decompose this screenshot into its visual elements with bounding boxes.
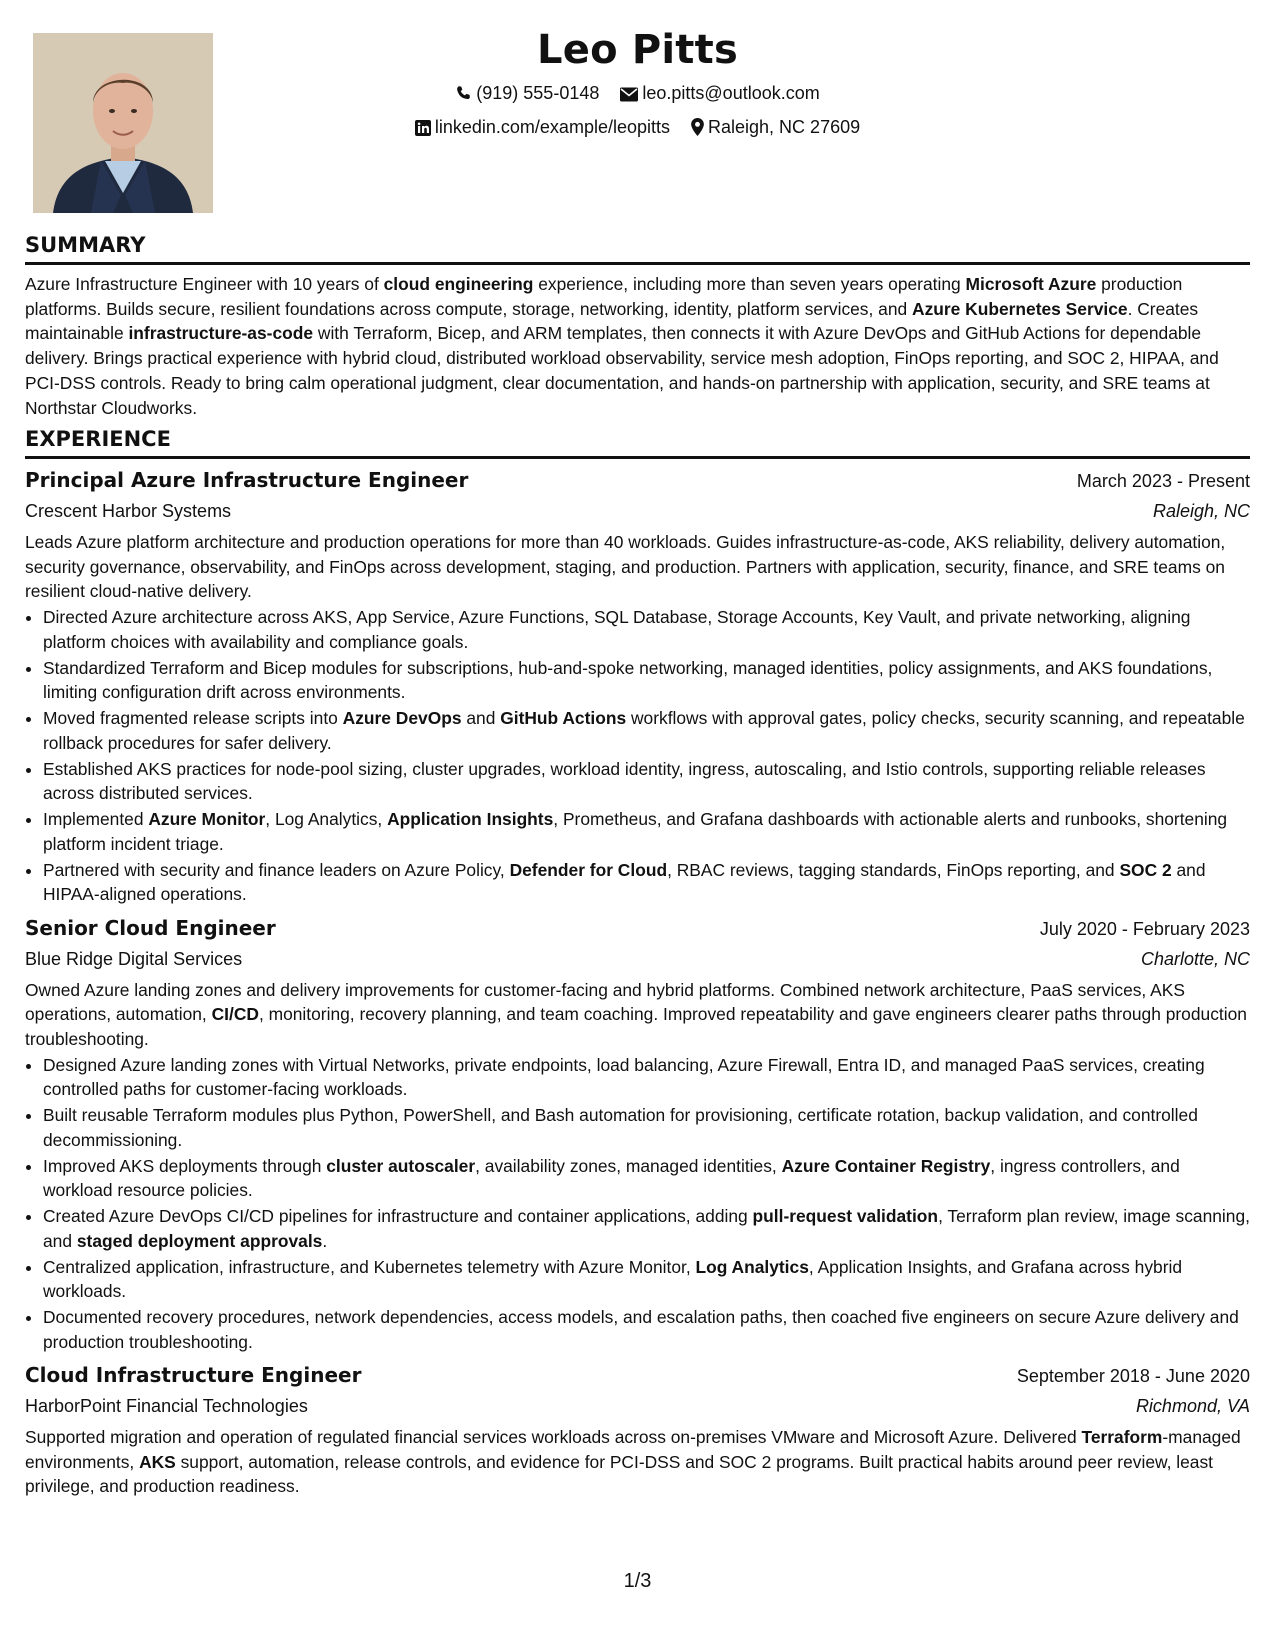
candidate-name: Leo Pitts [537, 27, 738, 73]
company-name: Blue Ridge Digital Services [25, 948, 243, 969]
linkedin-icon [415, 115, 431, 146]
summary-text: Azure Infrastructure Engineer with 10 years of cloud engineering experience, including more than seven years operating Microsoft Azure production platforms. Builds secure, resilient foundations across compute, storage, networking, identity, platform services, and Azure Kubernetes Service. Creates maintainable infrastructure-as-code with Terraform, Bicep, and ARM templates, then connects it with Azure DevOps and GitHub Actions for dependable delivery. Brings practical experience with hybrid cloud, distributed workload observability, service mesh adoption, FinOps reporting, and SOC 2, HIPAA, and PCI-DSS controls. Ready to bring calm operational judgment, clear documentation, and hands-on partnership with application, security, and SRE teams at Northstar Cloudworks. [25, 274, 1219, 418]
email-contact[interactable] [620, 78, 819, 112]
job-bullets [25, 605, 1250, 907]
contact-row-2 [0, 112, 1275, 146]
bullet-item: • Improved AKS deployments through cluster autoscaler, availability zones, managed identities, Azure Container Registry, ingress controllers, and workload resource policies. [43, 1154, 1250, 1203]
linkedin-contact[interactable] [415, 112, 670, 146]
location-text: Raleigh, NC 27609 [708, 117, 861, 137]
job-description: Supported migration and operation of regulated financial services workloads across on-premises VMware and Microsoft Azure. Delivered Terraform-managed environments, AKS support, automation, release controls, and evidence for PCI-DSS and SOC 2 programs. Built practical habits around peer review, least privilege, and production readiness. [25, 1427, 1241, 1496]
bullet-item: • Partnered with security and finance leaders on Azure Policy, Defender for Cloud, RBAC reviews, tagging standards, FinOps reporting, and SOC 2 and HIPAA-aligned operations. [43, 858, 1250, 907]
job-entry [25, 913, 1250, 1355]
email-text: leo.pitts@outlook.com [642, 83, 820, 103]
bullet-item: • Moved fragmented release scripts into Azure DevOps and GitHub Actions workflows with approval gates, policy checks, security scanning, and repeatable rollback procedures for safer delivery. [43, 706, 1250, 755]
experience-heading: EXPERIENCE [25, 426, 1250, 459]
phone-text: (919) 555-0148 [476, 83, 600, 103]
job-description: Leads Azure platform architecture and production operations for more than 40 workloads. Guides infrastructure-as-code, AKS reliability, delivery automation, security governance, observability, and FinOps across development, staging, and production. Partners with application, security, finance, and SRE teams on resilient cloud-native delivery. [25, 532, 1226, 601]
job-title: Senior Cloud Engineer [25, 915, 276, 940]
company-name: HarborPoint Financial Technologies [25, 1396, 308, 1416]
job-location: Richmond, VA [1135, 1396, 1250, 1416]
job-bullets [25, 1053, 1250, 1355]
phone-icon [455, 81, 472, 112]
phone-contact[interactable] [455, 78, 599, 112]
linkedin-text: linkedin.com/example/leopitts [434, 117, 670, 137]
bullet-item: • Centralized application, infrastructure, and Kubernetes telemetry with Azure Monitor, Log Analytics, Application Insights, and Grafana across hybrid workloads. [43, 1255, 1250, 1304]
page-number: 1/3 [623, 1570, 652, 1592]
bullet-item: • Standardized Terraform and Bicep modules for subscriptions, hub-and-spoke networking, managed identities, policy assignments, and AKS foundations, limiting configuration drift across environments. [43, 656, 1250, 705]
location-contact [691, 112, 860, 146]
job-entry [25, 1360, 1250, 1499]
job-entry [25, 465, 1250, 907]
job-dates: July 2020 - February 2023 [1039, 918, 1250, 939]
bullet-item: • Designed Azure landing zones with Virtual Networks, private endpoints, load balancing, Azure Firewall, Entra ID, and managed PaaS services, creating controlled paths for customer-facing workloads. [43, 1053, 1250, 1102]
summary-section [25, 232, 1250, 420]
map-pin-icon [691, 115, 704, 146]
envelope-icon [620, 81, 638, 112]
contact-row-1 [0, 78, 1275, 112]
bullet-item: • Created Azure DevOps CI/CD pipelines for infrastructure and container applications, adding pull-request validation, Terraform plan review, image scanning, and staged deployment approvals. [43, 1204, 1250, 1253]
company-name: Crescent Harbor Systems [25, 501, 232, 521]
job-location: Raleigh, NC [1152, 501, 1250, 521]
job-title: Principal Azure Infrastructure Engineer [25, 468, 469, 492]
job-dates: September 2018 - June 2020 [1016, 1366, 1250, 1386]
job-description: Owned Azure landing zones and delivery improvements for customer-facing and hybrid platforms. Combined network architecture, PaaS services, AKS operations, automation, CI/CD, monitoring, recovery planning, and team coaching. Improved repeatability and gave engineers clearer paths through production troubleshooting. [25, 979, 1247, 1049]
bullet-item: • Established AKS practices for node-pool sizing, cluster upgrades, workload identity, ingress, autoscaling, and Istio controls, supporting reliable releases across distributed services. [43, 757, 1250, 806]
resume-header [0, 22, 1275, 146]
job-location: Charlotte, NC [1140, 948, 1250, 969]
bullet-item: • Documented recovery procedures, network dependencies, access models, and escalation paths, then coached five engineers on secure Azure delivery and production troubleshooting. [43, 1305, 1250, 1354]
bullet-item: • Built reusable Terraform modules plus Python, PowerShell, and Bash automation for provisioning, certificate rotation, backup validation, and controlled decommissioning. [43, 1103, 1250, 1152]
bullet-item: • Implemented Azure Monitor, Log Analytics, Application Insights, Prometheus, and Grafana dashboards with actionable alerts and runbooks, shortening platform incident triage. [43, 807, 1250, 856]
job-title: Cloud Infrastructure Engineer [25, 1363, 362, 1387]
job-dates: March 2023 - Present [1076, 471, 1250, 491]
experience-section [25, 426, 1250, 1499]
bullet-item: • Directed Azure architecture across AKS, App Service, Azure Functions, SQL Database, Storage Accounts, Key Vault, and private networking, aligning platform choices with availability and compliance goals. [43, 605, 1250, 654]
summary-heading: SUMMARY [25, 232, 1250, 265]
